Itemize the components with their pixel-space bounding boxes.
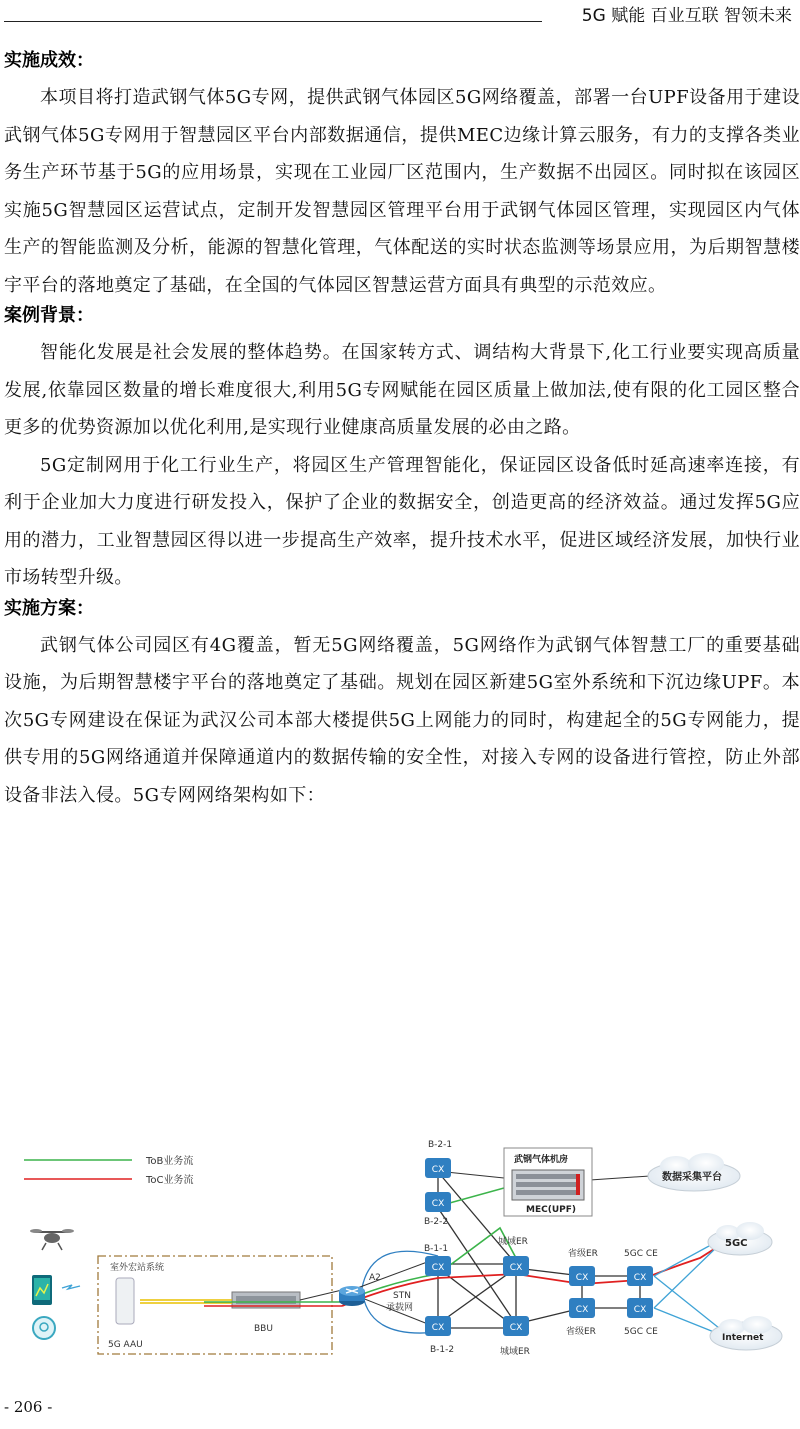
switch-metro-er-top-icon xyxy=(503,1256,529,1276)
header-rule xyxy=(4,21,542,22)
section-heading-results: 实施成效： xyxy=(4,50,94,71)
b21-label: B-2-1 xyxy=(428,1140,453,1150)
svg-text:CX: CX xyxy=(575,1273,589,1283)
aau-device xyxy=(116,1278,134,1324)
b12-label: B-1-2 xyxy=(430,1345,455,1355)
network-architecture-diagram xyxy=(0,1128,800,1368)
header-slogan: 5G 赋能 百业互联 智领未来 xyxy=(581,6,792,26)
switch-ce-bottom-icon xyxy=(627,1298,653,1318)
svg-text:CX: CX xyxy=(509,1323,523,1333)
document-body xyxy=(4,49,800,814)
a2-router-icon xyxy=(339,1286,365,1306)
svg-text:CX: CX xyxy=(431,1199,445,1209)
outdoor-system-label: 室外宏站系统 xyxy=(110,1263,165,1273)
switch-b11-icon xyxy=(425,1256,451,1276)
a2-label: A2 xyxy=(369,1273,381,1283)
mec-server-rack-icon xyxy=(512,1170,584,1200)
switch-metro-er-bottom-icon xyxy=(503,1316,529,1336)
mec-label: MEC(UPF) xyxy=(526,1205,576,1215)
switch-ce-top-icon xyxy=(627,1266,653,1286)
svg-text:CX: CX xyxy=(575,1305,589,1315)
svg-text:CX: CX xyxy=(431,1323,445,1333)
drone-icon xyxy=(30,1229,74,1250)
paragraph-background-2: 5G定制网用于化工行业生产，将园区生产管理智能化，保证园区设备低时延高速率连接，有利于企业加大力度进行研发投入，保护了企业的数据安全，创造更高的经济效益。通过发挥5G应用的潜力，工业智慧园区得以进一步提高生产效率，提升技术水平，促进区域经济发展，加快行业市场转型升级。 xyxy=(4,454,800,588)
prov-er-bottom-label: 省级ER xyxy=(566,1327,596,1337)
paragraph-plan: 武钢气体公司园区有4G覆盖，暂无5G网络覆盖，5G网络作为武钢气体智慧工厂的重要基础设施，为后期智慧楼宇平台的落地奠定了基础。规划在园区新建5G室外系统和下沉边缘UPF。本次5G专网建设在保证为武汉公司本部大楼提供5G上网能力的同时，构建起全的5G专网能力，提供专用的5G网络通道并保障通道内的数据传输的安全性，对接入专网的设备进行管控，防止外部设备非法入侵。5G专网网络架构如下： xyxy=(4,634,800,806)
svg-text:CX: CX xyxy=(431,1165,445,1175)
platform-label: 数据采集平台 xyxy=(662,1172,722,1183)
metro-er-top-label: 城域ER xyxy=(498,1237,528,1247)
aau-label: 5G AAU xyxy=(108,1340,143,1350)
prov-er-top-label: 省级ER xyxy=(568,1249,598,1259)
machine-room-label: 武钢气体机房 xyxy=(514,1155,569,1165)
switch-prov-er-top-icon xyxy=(569,1266,595,1286)
stn-network-label: 承载网 xyxy=(386,1303,414,1313)
bbu-label: BBU xyxy=(254,1324,273,1334)
legend-toc-label: ToC业务流 xyxy=(146,1175,194,1186)
svg-text:CX: CX xyxy=(633,1273,647,1283)
switch-b21-icon xyxy=(425,1158,451,1178)
tablet-icon xyxy=(32,1275,52,1305)
switch-prov-er-bottom-icon xyxy=(569,1298,595,1318)
page-header xyxy=(0,0,800,28)
stn-label: STN xyxy=(393,1291,411,1301)
svg-text:CX: CX xyxy=(431,1263,445,1273)
switch-b12-icon xyxy=(425,1316,451,1336)
ce-top-label: 5GC CE xyxy=(624,1249,658,1259)
wireless-signal-icon xyxy=(62,1285,80,1289)
section-heading-plan: 实施方案： xyxy=(4,597,94,619)
network-diagram-svg xyxy=(0,1128,800,1368)
switch-b22-icon xyxy=(425,1192,451,1212)
paragraph-background-1: 智能化发展是社会发展的整体趋势。在国家转方式、调结构大背景下,化工行业要实现高质量发展,依靠园区数量的增长难度很大,利用5G专网赋能在园区质量上做加法,使有限的化工园区整合更多的优势资源加以优化利用,是实现行业健康高质量发展的必由之路。 xyxy=(4,342,800,438)
b22-label: B-2-2 xyxy=(424,1217,449,1227)
legend-tob-label: ToB业务流 xyxy=(146,1156,194,1167)
paragraph-results: 本项目将打造武钢气体5G专网，提供武钢气体园区5G网络覆盖，部署一台UPF设备用于建设武钢气体5G专网用于智慧园区平台内部数据通信，提供MEC边缘计算云服务，有力的支撑各类业务生产环节基于5G的应用场景，实现在工业园厂区范围内，生产数据不出园区。同时拟在该园区实施5G智慧园区运营试点，定制开发智慧园区管理平台用于武钢气体园区管理，实现园区内气体生产的智能监测及分析，能源的智慧化管理，气体配送的实时状态监测等场景应用，为后期智慧楼宇平台的落地奠定了基础，在全国的气体园区智慧运营方面具有典型的示范效应。 xyxy=(4,87,800,296)
section-heading-background: 案例背景： xyxy=(4,305,94,326)
internet-label: Internet xyxy=(722,1333,764,1343)
svg-text:CX: CX xyxy=(633,1305,647,1315)
svg-text:CX: CX xyxy=(509,1263,523,1273)
ce-bottom-label: 5GC CE xyxy=(624,1327,658,1337)
page-number: - 206 - xyxy=(4,1398,53,1416)
core-label: 5GC xyxy=(725,1238,748,1249)
b11-label: B-1-1 xyxy=(424,1244,449,1254)
camera-icon xyxy=(33,1317,55,1339)
metro-er-bottom-label: 城域ER xyxy=(500,1347,530,1357)
